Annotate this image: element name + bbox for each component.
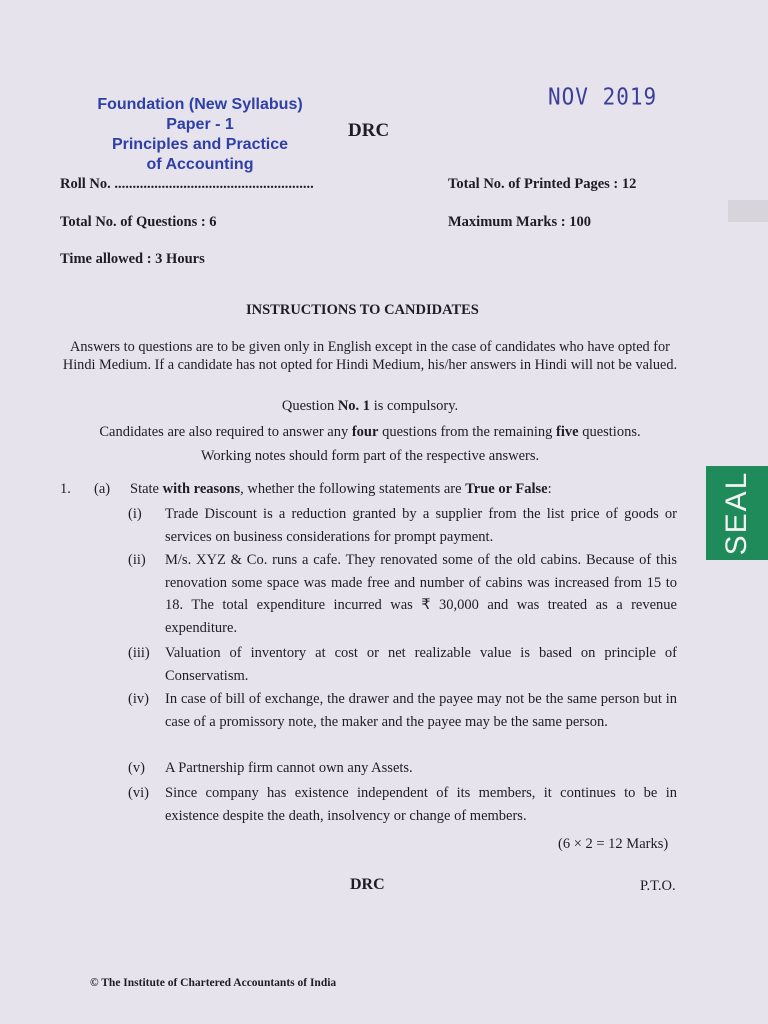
item-label: (i) xyxy=(128,506,142,522)
stem-pre: State xyxy=(130,481,163,497)
marks-allocation: (6 × 2 = 12 Marks) xyxy=(558,836,669,852)
item-text: Since company has existence independent of its members, it continues to be in existence despite the death, insolvency or change of members. xyxy=(165,785,677,824)
compulsory-note xyxy=(62,398,678,415)
seal-badge xyxy=(706,466,768,560)
pto-label: P.T.O. xyxy=(640,878,676,894)
roll-number: Roll No. ....................................................... xyxy=(60,176,314,192)
compulsory-bold: No. 1 xyxy=(337,398,371,414)
course-line-3: Principles and Practice xyxy=(111,136,289,153)
seal-text: SEAL xyxy=(720,470,753,556)
stem-mid: , whether the following statements are xyxy=(240,481,466,497)
item-text: M/s. XYZ & Co. runs a cafe. They renovated some of the old cabins. Because of this renovation some space was made free and number of cabins was increased from 15 to 18. The total expenditure incurred was ₹ 30,000 and was treated as a revenue expenditure. xyxy=(165,552,677,636)
question-part: (a) xyxy=(94,481,111,497)
time-allowed: Time allowed : 3 Hours xyxy=(60,251,205,267)
item-text: A Partnership firm cannot own any Assets. xyxy=(165,760,413,776)
question-number: 1. xyxy=(60,481,71,497)
working-notes: Working notes should form part of the respective answers. xyxy=(200,448,540,464)
item-label: (ii) xyxy=(128,552,146,568)
total-pages: Total No. of Printed Pages : 12 xyxy=(448,176,637,192)
item-label: (iv) xyxy=(128,691,149,707)
item-label: (iii) xyxy=(128,645,150,661)
course-line-2: Paper - 1 xyxy=(166,116,234,133)
compulsory-pre: Question xyxy=(281,398,338,414)
date-stamp: NOV 2019 xyxy=(548,83,658,111)
answer-pre: Candidates are also required to answer any xyxy=(99,424,352,440)
item-text: Trade Discount is a reduction granted by a supplier from the list price of goods or services on business considerations for prompt payment. xyxy=(165,506,677,545)
course-title xyxy=(80,95,320,175)
answer-note xyxy=(62,424,678,441)
answer-bold-five: five xyxy=(556,424,579,440)
paper-code: DRC xyxy=(348,120,390,141)
item-text: In case of bill of exchange, the drawer and the payee may not be the same person but in case of a promissory note, the maker and the payee may be the same person. xyxy=(165,691,677,730)
answer-post: questions. xyxy=(578,424,641,440)
copyright: © The Institute of Chartered Accountants of India xyxy=(90,977,337,989)
stem-post: : xyxy=(547,481,552,497)
instructions-paragraph: Answers to questions are to be given only in English except in the case of candidates who have opted for Hindi Medium. If a candidate has not opted for Hindi Medium, his/her answers in Hindi will not be valued. xyxy=(62,339,678,373)
answer-mid: questions from the remaining xyxy=(378,424,557,440)
question-stem xyxy=(130,481,552,498)
total-questions: Total No. of Questions : 6 xyxy=(60,214,217,230)
item-label: (v) xyxy=(128,760,145,776)
course-line-4: of Accounting xyxy=(146,156,254,173)
stem-bold-true-false: True or False xyxy=(465,481,548,497)
item-label: (vi) xyxy=(128,785,149,801)
stem-bold-reasons: with reasons xyxy=(162,481,241,497)
item-text: Valuation of inventory at cost or net realizable value is based on principle of Conservatism. xyxy=(165,645,677,684)
course-line-1: Foundation (New Syllabus) xyxy=(97,96,303,113)
footer-code: DRC xyxy=(350,876,385,893)
answer-bold-four: four xyxy=(351,424,379,440)
compulsory-post: is compulsory. xyxy=(370,398,459,414)
maximum-marks: Maximum Marks : 100 xyxy=(448,214,591,230)
instructions-title: INSTRUCTIONS TO CANDIDATES xyxy=(246,302,479,318)
edge-tab xyxy=(728,200,768,222)
